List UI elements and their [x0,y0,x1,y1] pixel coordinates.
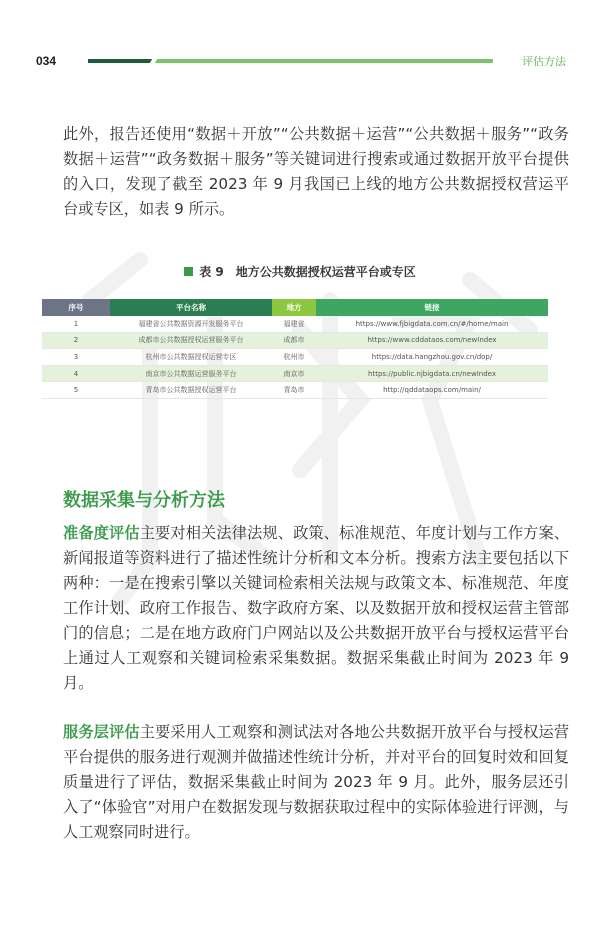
cell-region: 福建省 [272,316,316,332]
cell-platform: 杭州市公共数据授权运营专区 [110,349,272,366]
service-keyword: 服务层评估 [63,723,140,741]
cell-index: 2 [42,332,110,349]
cell-index: 3 [42,349,110,366]
table-caption [0,263,600,280]
page-number: 034 [36,54,57,68]
cell-region: 成都市 [272,332,316,349]
cell-region: 青岛市 [272,382,316,399]
cell-link[interactable]: http://qddataops.com/main/ [316,382,548,399]
cell-region: 南京市 [272,365,316,382]
cell-link[interactable]: https://www.fjbigdata.com.cn/#/home/main [316,316,548,332]
cell-platform: 成都市公共数据授权运营服务平台 [110,332,272,349]
intro-paragraph: 此外，报告还使用“数据＋开放”“公共数据＋运营”“公共数据＋服务”“政务数据＋运营”“政务数据＋服务”等关键词进行搜索或通过数据开放平台提供的入口，发现了截至 2023 年 9 月我国已上线的地方公共数据授权营运平台或专区，如表 9 所示。 [63,125,569,218]
table-row [42,382,548,399]
caption-square-icon [184,267,193,276]
table-row [42,349,548,366]
table-row [42,332,548,349]
readiness-text: 主要对相关法律法规、政策、标准规范、年度计划与工作方案、新闻报道等资料进行了描述性统计分析和文本分析。搜索方法主要包括以下两种：一是在搜索引擎以关键词检索相关法规与政策文本、标准规范、年度工作计划、政府工作报告、数字政府方案、以及数据开放和授权运营主管部门的信息；二是在地方政府门户网站以及公共数据开放平台与授权运营平台上通过人工观察和关键词检索采集数据。数据采集截止时间为 2023 年 9 月。 [63,524,570,692]
table-caption-text: 表 9 地方公共数据授权运营平台或专区 [199,265,416,279]
cell-index: 4 [42,365,110,382]
table-header-row [42,299,548,316]
readiness-keyword: 准备度评估 [63,524,140,542]
cell-platform: 福建省公共数据资源开发服务平台 [110,316,272,332]
cell-index: 1 [42,316,110,332]
cell-link[interactable]: https://www.cddataos.com/newIndex [316,332,548,349]
service-text: 主要采用人工观察和测试法对各地公共数据开放平台与授权运营平台提供的服务进行观测并做描述性统计分析，并对平台的回复时效和回复质量进行了评估，数据采集截止时间为 2023 年 9 月。此外，服务层还引入了“体验官”对用户在数据发现与数据获取过程中的实际体验进行评测，与人工观察同时进行。 [63,723,570,841]
page-header [36,52,566,72]
col-header-platform: 平台名称 [110,299,272,316]
table-row [42,365,548,382]
cell-platform: 青岛市公共数据授权运营平台 [110,382,272,399]
cell-region: 杭州市 [272,349,316,366]
col-header-link: 链接 [316,299,548,316]
col-header-region: 地方 [272,299,316,316]
section-label: 评估方法 [522,55,566,68]
header-bar [88,59,493,63]
table-row [42,316,548,332]
cell-link[interactable]: https://data.hangzhou.gov.cn/dop/ [316,349,548,366]
service-paragraph [63,720,569,845]
cell-platform: 南京市公共数据运营服务平台 [110,365,272,382]
section-heading: 数据采集与分析方法 [63,490,225,511]
cell-index: 5 [42,382,110,399]
col-header-index: 序号 [42,299,110,316]
readiness-paragraph [63,521,569,696]
platform-table [42,299,548,399]
cell-link[interactable]: https://public.njbigdata.cn/newIndex [316,365,548,382]
